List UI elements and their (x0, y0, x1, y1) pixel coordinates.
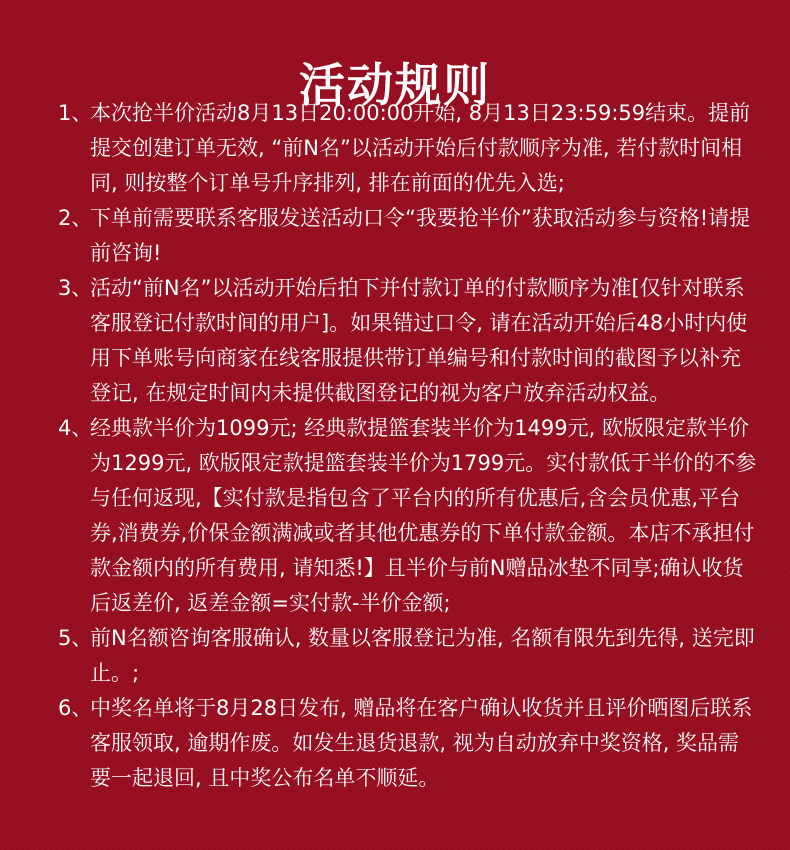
rule-text: 前N名额咨询客服确认, 数量以客服登记为准, 名额有限先到先得, 送完即止。; (90, 626, 755, 685)
rule-item (58, 201, 758, 271)
rule-text: 本次抢半价活动8月13日20:00:00开始, 8月13日23:59:59结束。提前提交创建订单无效, “前N名”以活动开始后付款顺序为准, 若付款时间相同, 则按整个订单号升序排列, 排在前面的优先入选; (90, 101, 751, 195)
rule-number: 3、 (58, 276, 93, 300)
rule-item (58, 96, 758, 201)
rule-item (58, 271, 758, 411)
rule-text: 经典款半价为1099元; 经典款提篮套装半价为1499元, 欧版限定款半价为1299元, 欧版限定款提篮套装半价为1799元。实付款低于半价的不参与任何返现,【实付款是指包含了平台内的所有优惠后,含会员优惠,平台券,消费券,价保金额满减或者其他优惠券的下单付款金额。本店不承担付款金额内的所有费用, 请知悉!】且半价与前N赠品冰垫不同享;确认收货后返差价, 返差金额=实付款-半价金额; (90, 416, 757, 615)
rule-item (58, 621, 758, 691)
rule-text: 中奖名单将于8月28日发布, 赠品将在客户确认收货并且评价晒图后联系客服领取, 逾期作废。如发生退货退款, 视为自动放弃中奖资格, 奖品需要一起退回, 且中奖公布名单不顺延。 (90, 696, 753, 790)
rules-list (58, 96, 758, 796)
rule-number: 6、 (58, 696, 93, 720)
rule-number: 5、 (58, 626, 93, 650)
rule-text: 下单前需要联系客服发送活动口令“我要抢半价”获取活动参与资格!请提前咨询! (90, 206, 751, 265)
rule-number: 4、 (58, 416, 93, 440)
page-title: 活动规则 (299, 57, 491, 112)
rule-number: 1、 (58, 101, 93, 125)
rule-item (58, 411, 758, 621)
rule-text: 活动“前N名”以活动开始后拍下并付款订单的付款顺序为准[仅针对联系客服登记付款时间的用户]。如果错过口令, 请在活动开始后48小时内使用下单账号向商家在线客服提供带订单编号和付款时间的截图予以补充登记, 在规定时间内未提供截图登记的视为客户放弃活动权益。 (90, 276, 748, 405)
rule-item (58, 691, 758, 796)
rule-number: 2、 (58, 206, 93, 230)
